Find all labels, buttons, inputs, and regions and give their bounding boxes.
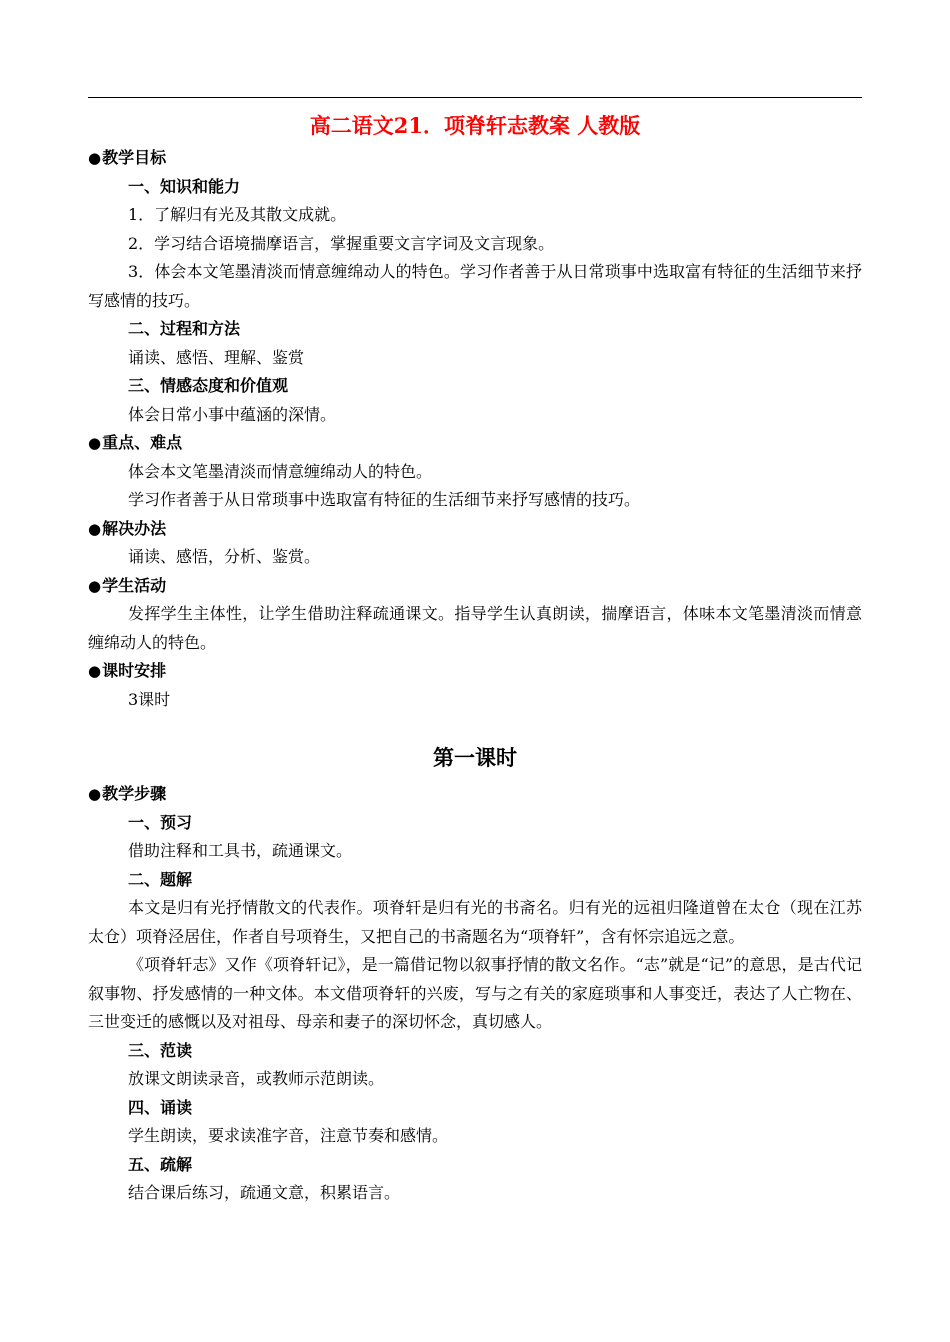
subheading-preview: 一、预习 [128,812,193,832]
document-page [88,108,862,1208]
section-heading-goals: ●教学目标 [88,148,167,167]
bullet-icon: ● [88,576,102,595]
paragraph: 3课时 [128,689,171,709]
subheading-interpretation: 五、疏解 [128,1154,193,1174]
bullet-icon: ● [88,149,102,167]
section-heading-steps: ●教学步骤 [88,784,167,803]
paragraph: 1．了解归有光及其散文成就。 [128,205,347,224]
subheading-recitation: 四、诵读 [128,1097,193,1117]
section-heading-activities: ●学生活动 [88,575,167,595]
subheading-emotion: 三、情感态度和价值观 [128,376,289,395]
paragraph: 学生朗读，要求读准字音，注意节奏和感情。 [128,1126,449,1145]
paragraph: 学习作者善于从日常琐事中选取富有特征的生活细节来抒写感情的技巧。 [128,490,641,509]
lesson-title: 第一课时 [433,745,517,770]
paragraph: 2．学习结合语境揣摩语言，掌握重要文言字词及文言现象。 [128,233,555,253]
bullet-icon: ● [88,434,102,452]
paragraph: 诵读、感悟，分析、鉴赏。 [128,547,321,566]
section-heading-key-points: ●重点、难点 [88,433,183,452]
section-heading-solutions: ●解决办法 [88,518,167,538]
section-heading-schedule: ●课时安排 [88,661,167,680]
paragraph: 《项脊轩志》又作《项脊轩记》，是一篇借记物以叙事抒情的散文名作。“志”就是“记”的意思，是古代记叙事物、抒发感情的一种文体。本文借项脊轩的兴废，写与之有关的家庭琐事和人事变迁，表达了人亡物在、三世变迁的感慨以及对祖母、母亲和妻子的深切怀念，真切感人。 [88,955,862,1031]
paragraph: 3．体会本文笔墨清淡而情意缠绵动人的特色。学习作者善于从日常琐事中选取富有特征的生活细节来抒写感情的技巧。 [88,262,862,310]
paragraph: 本文是归有光抒情散文的代表作。项脊轩是归有光的书斋名。归有光的远祖归隆道曾在太仓（现在江苏太仓）项脊泾居住，作者自号项脊生，又把自己的书斋题名为“项脊轩”，含有怀宗追远之意。 [88,898,862,946]
header-rule [88,97,862,98]
bullet-icon: ● [88,662,102,680]
bullet-icon: ● [88,785,102,803]
subheading-knowledge: 一、知识和能力 [128,176,241,196]
subheading-process: 二、过程和方法 [128,319,241,338]
paragraph: 体会本文笔墨清淡而情意缠绵动人的特色。 [128,461,433,481]
paragraph: 结合课后练习，疏通文意，积累语言。 [128,1183,401,1202]
paragraph: 借助注释和工具书，疏通课文。 [128,841,353,860]
paragraph: 放课文朗读录音，或教师示范朗读。 [128,1069,385,1088]
document-title: 高二语文21．项脊轩志教案 人教版 [309,113,641,138]
bullet-icon: ● [88,519,102,538]
paragraph: 发挥学生主体性，让学生借助注释疏通课文。指导学生认真朗读，揣摩语言，体味本文笔墨清淡而情意缠绵动人的特色。 [88,604,862,652]
paragraph: 体会日常小事中蕴涵的深情。 [128,404,337,424]
subheading-title-explanation: 二、题解 [128,869,193,889]
paragraph: 诵读、感悟、理解、鉴赏 [128,347,305,367]
subheading-model-reading: 三、范读 [128,1040,193,1060]
